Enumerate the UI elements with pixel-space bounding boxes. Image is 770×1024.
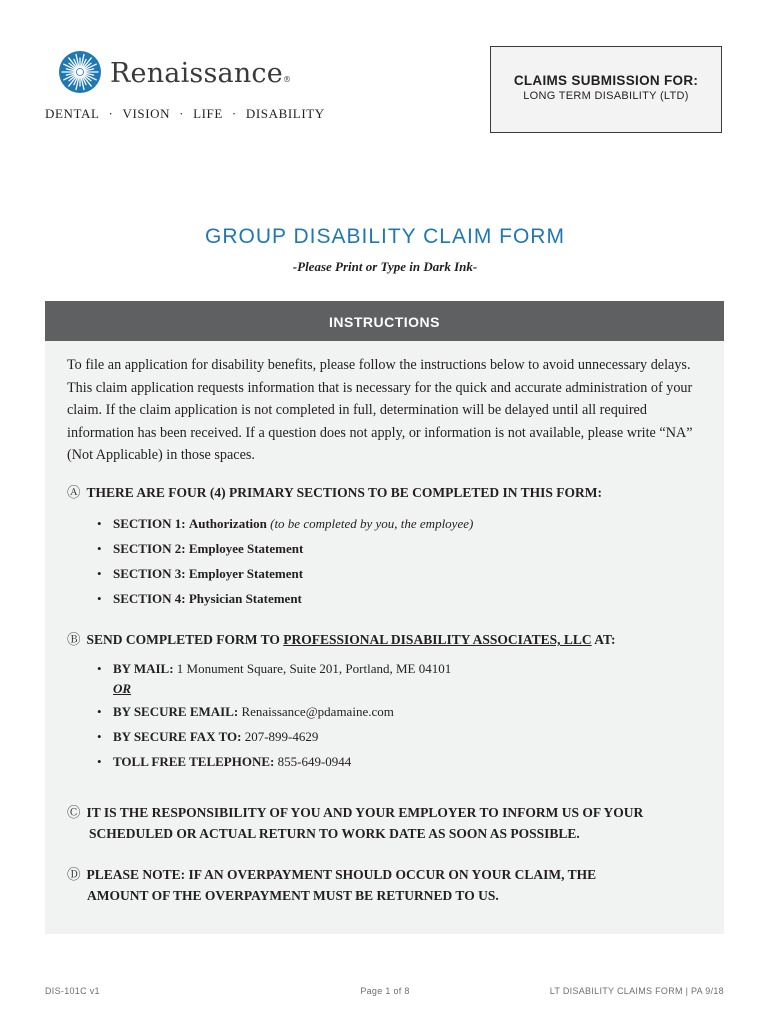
tagline-disability: DISABILITY (245, 106, 325, 121)
phone-number: 855-649-0944 (277, 754, 352, 769)
list-item: • BY SECURE FAX TO: 207-899-4629 (97, 724, 451, 749)
list-item: • SECTION 2: Employee Statement (97, 536, 473, 561)
section-c-letter: Ⓒ (67, 805, 81, 820)
brand-logo (58, 50, 291, 94)
registered-mark: ® (282, 74, 292, 84)
section-d-letter: Ⓓ (67, 867, 81, 882)
brand-tagline (45, 106, 325, 122)
email-address: Renaissance@pdamaine.com (241, 704, 394, 719)
claims-box-subtitle: LONG TERM DISABILITY (LTD) (523, 90, 689, 102)
footer-page-number: Page 1 of 8 (360, 986, 410, 996)
list-item: • BY MAIL: 1 Monument Square, Suite 201, Portland, ME 04101 (97, 659, 451, 679)
footer-form-id: DIS-101C v1 (45, 986, 100, 996)
brand-name: Renaissance® (110, 57, 292, 89)
starburst-icon (58, 50, 102, 94)
tagline-dental: DENTAL (45, 106, 100, 121)
fax-number: 207-899-4629 (244, 729, 319, 744)
organization-name: PROFESSIONAL DISABILITY ASSOCIATES, LLC (283, 632, 592, 647)
section-b-letter: Ⓑ (67, 632, 81, 647)
section-b-list (97, 659, 451, 774)
tagline-separator: · (179, 106, 185, 121)
form-title: GROUP DISABILITY CLAIM FORM (205, 225, 565, 248)
list-item: • SECTION 3: Employer Statement (97, 561, 473, 586)
list-item: • BY SECURE EMAIL: Renaissance@pdamaine.com (97, 699, 451, 724)
tagline-life: LIFE (193, 106, 223, 121)
list-item: • SECTION 4: Physician Statement (97, 586, 473, 611)
instructions-panel (45, 341, 724, 934)
list-item: • SECTION 1: Authorization (to be completed by you, the employee) (97, 511, 473, 536)
mail-address: 1 Monument Square, Suite 201, Portland, ME 04101 (176, 661, 452, 676)
section-d-heading: Ⓓ PLEASE NOTE: IF AN OVERPAYMENT SHOULD OCCUR ON YOUR CLAIM, THE AMOUNT OF THE OVERPAYMENT MUST BE RETURNED TO US. (67, 867, 597, 903)
section-a-list (97, 511, 473, 611)
instructions-header: INSTRUCTIONS (45, 301, 724, 341)
claims-submission-box (490, 46, 722, 133)
tagline-vision: VISION (122, 106, 171, 121)
section-c-heading: Ⓒ IT IS THE RESPONSIBILITY OF YOU AND YOUR EMPLOYER TO INFORM US OF YOUR SCHEDULED OR ACTUAL RETURN TO WORK DATE AS SOON AS POSSIBLE. (67, 805, 644, 841)
form-subtitle: -Please Print or Type in Dark Ink- (292, 259, 478, 274)
section-a-heading: Ⓐ THERE ARE FOUR (4) PRIMARY SECTIONS TO BE COMPLETED IN THIS FORM: (67, 485, 602, 500)
list-item: • TOLL FREE TELEPHONE: 855-649-0944 (97, 749, 451, 774)
tagline-separator: · (108, 106, 114, 121)
section-a-letter: Ⓐ (67, 485, 81, 500)
or-text: OR (113, 681, 132, 696)
claims-box-title: CLAIMS SUBMISSION FOR: (513, 73, 699, 88)
tagline-separator: · (231, 106, 237, 121)
section-b-heading: Ⓑ SEND COMPLETED FORM TO PROFESSIONAL DISABILITY ASSOCIATES, LLC AT: (67, 632, 616, 647)
instructions-intro: To file an application for disability benefits, please follow the instructions below to avoid unnecessary delays. This claim application requests information that is necessary for the quick and accurate administration of your claim. If the claim application is not completed in full, determination will be delayed until all required information has been received. If a question does not apply, or information is not available, please write “NA” (Not Applicable) in those spaces. (67, 357, 693, 463)
footer-form-name: LT DISABILITY CLAIMS FORM | PA 9/18 (549, 986, 724, 996)
